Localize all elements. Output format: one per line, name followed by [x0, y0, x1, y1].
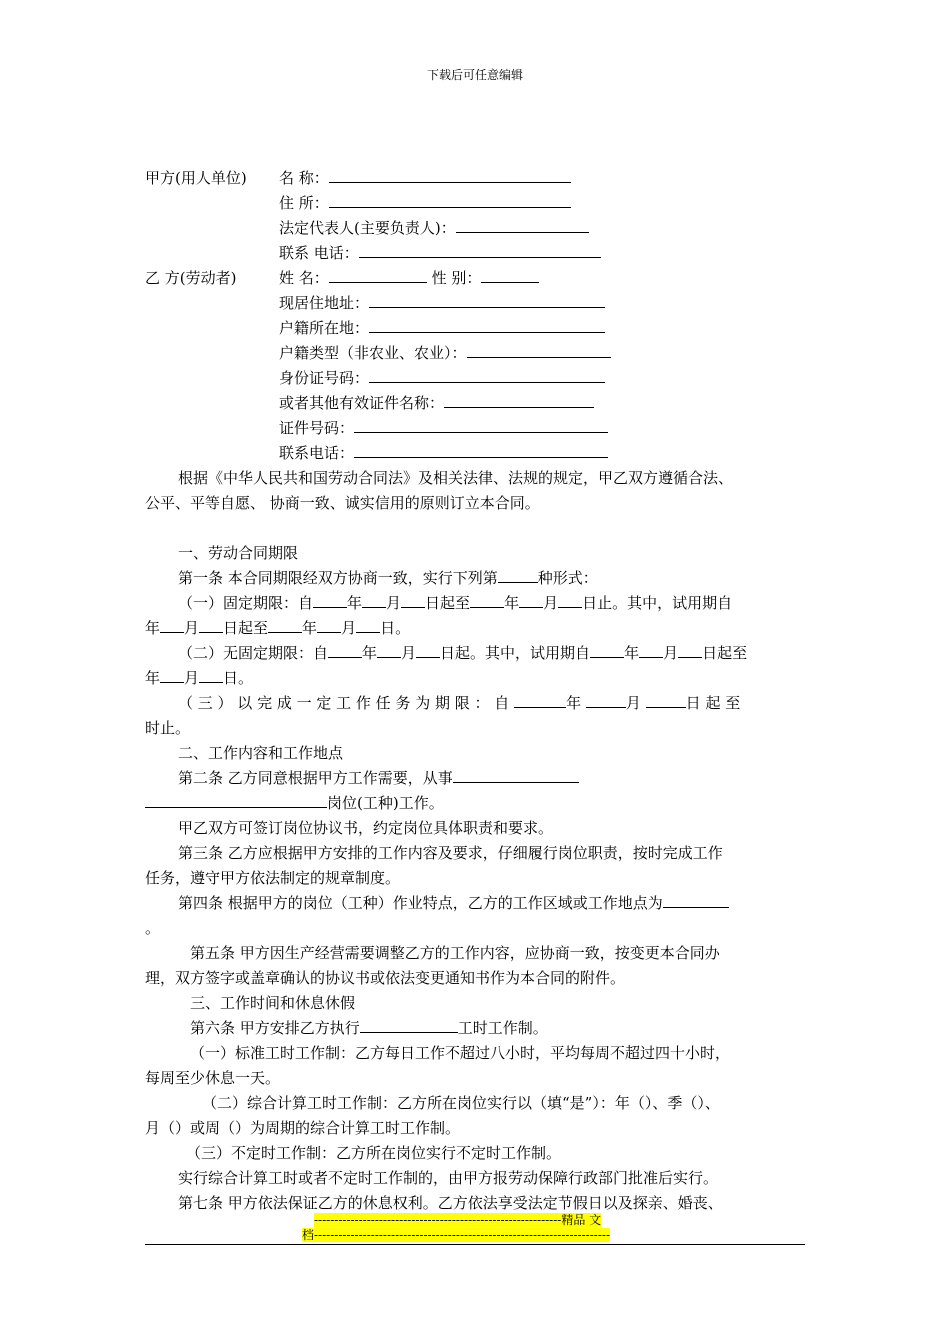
task-term-from: （ 三 ） 以 完 成 一 定 工 作 任 务 为 期 限 ： 自 [178, 694, 510, 712]
fixed-term-line-2 [145, 618, 410, 638]
current-address-label: 现居住地址： [279, 294, 370, 312]
comprehensive-hours-line-1: （二）综合计算工时工作制：乙方所在岗位实行以（填“是”）：年（）、季（）、 [202, 1094, 720, 1112]
article-2-line-1 [178, 768, 579, 788]
month-label: 月 [543, 594, 559, 612]
day-end-label: 日。 [223, 669, 254, 687]
month-label: 月 [663, 644, 679, 662]
current-address-blank[interactable] [369, 293, 605, 308]
blank[interactable] [199, 618, 223, 633]
blank[interactable] [470, 593, 504, 608]
footer-banner-line-1: -------------------------------------------------------------精品 文 [314, 1213, 602, 1227]
month-label: 月 [625, 694, 641, 712]
open-term-end: 日起至 [702, 644, 748, 662]
article-2-blank-1[interactable] [453, 768, 579, 783]
hukou-type-label: 户籍类型（非农业、农业）： [279, 344, 467, 362]
article-3-line-1: 第三条 乙方应根据甲方安排的工作内容及要求，仔细履行岗位职责，按时完成工作 [178, 844, 723, 862]
blank[interactable] [586, 693, 626, 708]
cert-number-row [279, 418, 608, 438]
year-label: 年 [302, 619, 318, 637]
other-id-label: 或者其他有效证件名称： [279, 394, 445, 412]
task-term-line-1 [178, 693, 740, 713]
standard-hours-line-2: 每周至少休息一天。 [145, 1069, 281, 1087]
section-1-heading: 一、劳动合同期限 [178, 544, 299, 562]
month-label: 月 [341, 619, 357, 637]
article-5-line-1: 第五条 甲方因生产经营需要调整乙方的工作内容，应协商一致，按变更本合同办 [190, 944, 720, 962]
year-label: 年 [504, 594, 520, 612]
hukou-type-row [279, 343, 611, 363]
article-3-line-2: 任务，遵守甲方依法制定的规章制度。 [145, 869, 401, 887]
article-2-blank-2[interactable] [145, 793, 327, 808]
blank[interactable] [646, 693, 686, 708]
blank[interactable] [313, 593, 347, 608]
hukou-place-blank[interactable] [369, 318, 605, 333]
party-a-phone-label: 联系 电话： [279, 244, 359, 262]
blank[interactable] [590, 643, 624, 658]
blank[interactable] [356, 618, 380, 633]
id-number-row [279, 368, 605, 388]
party-a-name-blank[interactable] [329, 168, 571, 183]
other-id-blank[interactable] [444, 393, 594, 408]
article-6-blank[interactable] [360, 1018, 458, 1033]
standard-hours-line-1: （一）标准工时工作制：乙方每日工作不超过八小时，平均每周不超过四十小时， [190, 1044, 731, 1062]
year-label: 年 [624, 644, 640, 662]
blank[interactable] [160, 668, 184, 683]
article-2-text-a: 第二条 乙方同意根据甲方工作需要，从事 [178, 769, 453, 787]
blank[interactable] [639, 643, 663, 658]
blank[interactable] [160, 618, 184, 633]
article-2-line-2 [145, 793, 444, 813]
party-a-phone-row [279, 243, 601, 263]
hukou-place-label: 户籍所在地： [279, 319, 370, 337]
legal-rep-label: 法定代表人(主要负责人)： [279, 219, 456, 237]
legal-rep-row [279, 218, 589, 238]
task-term-to: 日 起 至 [685, 694, 741, 712]
article-4-line-2: 。 [145, 919, 161, 937]
article-1-text-b: 种形式： [537, 569, 598, 587]
footer-banner-line-2: 档------------------------------------------------------------------------- [302, 1228, 610, 1242]
open-term-from: （二）无固定期限：自 [178, 644, 329, 662]
party-a-name-row [279, 168, 571, 188]
article-1 [178, 568, 598, 588]
intro-line-2: 公平、平等自愿、 协商一致、诚实信用的原则订立本合同。 [145, 494, 540, 512]
cert-number-blank[interactable] [354, 418, 608, 433]
id-number-blank[interactable] [369, 368, 605, 383]
party-b-gender-label: 性 别： [431, 269, 482, 287]
article-4-blank[interactable] [663, 893, 729, 908]
id-number-label: 身份证号码： [279, 369, 370, 387]
year-label: 年 [566, 694, 582, 712]
footer-divider [145, 1244, 805, 1245]
day-to-label: 日起至 [223, 619, 269, 637]
post-agreement: 甲乙双方可签订岗位协议书，约定岗位具体职责和要求。 [178, 819, 554, 837]
party-b-phone-row [279, 443, 608, 463]
blank[interactable] [401, 593, 425, 608]
blank[interactable] [558, 593, 582, 608]
page-header-note: 下载后可任意编辑 [426, 68, 523, 82]
party-b-name-row [279, 268, 539, 288]
cert-number-label: 证件号码： [279, 419, 355, 437]
other-id-row [279, 393, 594, 413]
fixed-term-end: 日止。其中，试用期自 [582, 594, 733, 612]
month-label: 月 [184, 669, 200, 687]
party-b-name-label: 姓 名： [279, 269, 329, 287]
party-b-phone-label: 联系电话： [279, 444, 355, 462]
article-4-line-1 [178, 893, 729, 913]
article-4-text: 第四条 根据甲方的岗位（工种）作业特点，乙方的工作区域或工作地点为 [178, 894, 663, 912]
party-a-label: 甲方(用人单位) [145, 169, 247, 187]
blank[interactable] [519, 593, 543, 608]
blank[interactable] [362, 593, 386, 608]
article-6-text-a: 第六条 甲方安排乙方执行 [190, 1019, 360, 1037]
blank[interactable] [514, 693, 566, 708]
article-6 [190, 1018, 548, 1038]
comprehensive-hours-line-2: 月（）或周（）为周期的综合计算工时工作制。 [145, 1119, 461, 1137]
blank[interactable] [199, 668, 223, 683]
blank[interactable] [377, 643, 401, 658]
party-a-phone-blank[interactable] [359, 243, 601, 258]
party-a-name-label: 名 称： [279, 169, 329, 187]
fixed-term-from: （一）固定期限：自 [178, 594, 314, 612]
party-b-name-blank[interactable] [329, 268, 427, 283]
intro-line-1: 根据《中华人民共和国劳动合同法》及相关法律、法规的规定，甲乙双方遵循合法、 [178, 469, 734, 487]
legal-rep-blank[interactable] [456, 218, 589, 233]
section-3-heading: 三、工作时间和休息休假 [190, 994, 356, 1012]
article-2-text-b: 岗位(工种)工作。 [327, 794, 444, 812]
day-to-label: 日起至 [425, 594, 471, 612]
hukou-type-blank[interactable] [467, 343, 611, 358]
task-term-line-2: 时止。 [145, 719, 191, 737]
blank[interactable] [268, 618, 302, 633]
year-label: 年 [362, 644, 378, 662]
blank[interactable] [317, 618, 341, 633]
year-label: 年 [347, 594, 363, 612]
article-5-line-2: 理，双方签字或盖章确认的协议书或依法变更通知书作为本合同的附件。 [145, 969, 626, 987]
party-b-gender-blank[interactable] [481, 268, 539, 283]
flexible-hours: （三）不定时工作制：乙方所在岗位实行不定时工作制。 [186, 1144, 562, 1162]
blank[interactable] [416, 643, 440, 658]
hukou-place-row [279, 318, 605, 338]
article-6-text-b: 工时工作制。 [457, 1019, 548, 1037]
party-b-phone-blank[interactable] [354, 443, 608, 458]
current-address-row [279, 293, 605, 313]
party-b-label: 乙 方(劳动者) [145, 269, 237, 287]
month-label: 月 [401, 644, 417, 662]
section-2-heading: 二、工作内容和工作地点 [178, 744, 344, 762]
month-label: 月 [184, 619, 200, 637]
article-7-line-1: 第七条 甲方依法保证乙方的休息权利。乙方依法享受法定节假日以及探亲、婚丧、 [178, 1194, 723, 1212]
blank[interactable] [328, 643, 362, 658]
blank[interactable] [678, 643, 702, 658]
approval-note: 实行综合计算工时或者不定时工作制的，由甲方报劳动保障行政部门批准后实行。 [178, 1169, 719, 1187]
open-term-mid: 日起。其中，试用期自 [440, 644, 591, 662]
year-label: 年 [145, 669, 161, 687]
party-a-address-row [279, 193, 571, 213]
party-a-address-label: 住 所： [279, 194, 329, 212]
year-label: 年 [145, 619, 161, 637]
fixed-term-line-1 [178, 593, 732, 613]
open-term-line-1 [178, 643, 747, 663]
open-term-line-2 [145, 668, 253, 688]
party-a-address-blank[interactable] [329, 193, 571, 208]
day-end-label: 日。 [380, 619, 411, 637]
article-1-blank[interactable] [498, 568, 538, 583]
month-label: 月 [386, 594, 402, 612]
article-1-text-a: 第一条 本合同期限经双方协商一致，实行下列第 [178, 569, 498, 587]
